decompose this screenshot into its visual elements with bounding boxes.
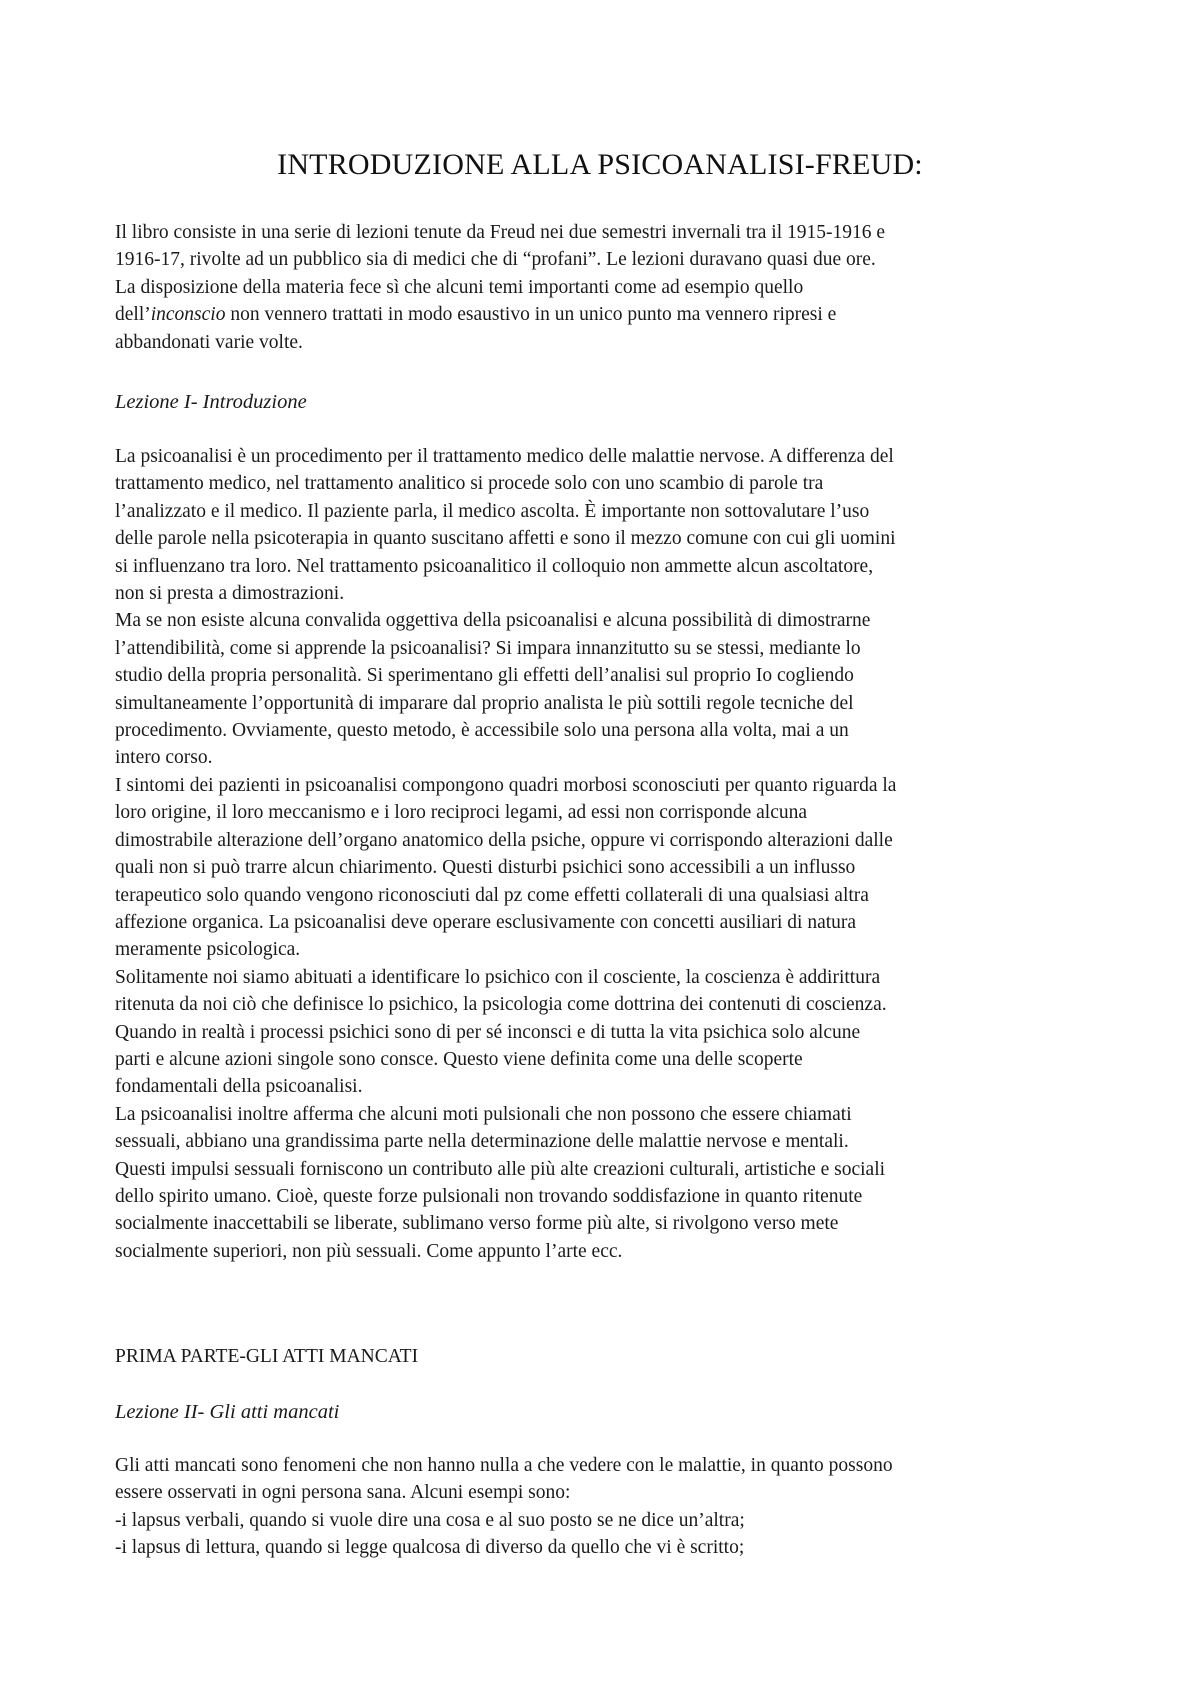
text-line: procedimento. Ovviamente, questo metodo, è accessibile solo una persona alla volta, mai a un [115,720,849,742]
text-fragment: dell’ [115,304,151,326]
text-line: I sintomi dei pazienti in psicoanalisi compongono quadri morbosi sconosciuti per quanto riguarda la [115,774,897,796]
lesson-2-body [115,1452,1095,1562]
text-line: essere osservati in ogni persona sana. Alcuni esempi sono: [115,1482,571,1504]
text-line: socialmente superiori, non più sessuali. Come appunto l’arte ecc. [115,1240,623,1262]
lesson-2-heading: Lezione II- Gli atti mancati [115,1401,340,1423]
text-line: non si presta a dimostrazioni. [115,583,345,605]
text-line: simultaneamente l’opportunità di imparare dal proprio analista le più sottili regole tecniche del [115,692,854,714]
text-line: loro origine, il loro meccanismo e i loro reciproci legami, ad essi non corrisponde alcuna [115,802,808,824]
text-line: Ma se non esiste alcuna convalida oggettiva della psicoanalisi e alcuna possibilità di dimostrarne [115,610,871,632]
text-line: -i lapsus verbali, quando si vuole dire una cosa e al suo posto se ne dice un’altra; [115,1509,745,1531]
text-line: 1916-17, rivolte ad un pubblico sia di medici che di “profani”. Le lezioni duravano quasi due ore. [115,249,876,271]
text-line: delle parole nella psicoterapia in quanto suscitano affetti e sono il mezzo comune con cui gli uomini [115,528,896,550]
text-line: l’analizzato e il medico. Il paziente parla, il medico ascolta. È importante non sottovalutare l’uso [115,500,870,522]
text-line: socialmente inaccettabili se liberate, sublimano verso forme più alte, si rivolgono verso mete [115,1213,839,1235]
text-line: l’attendibilità, come si apprende la psicoanalisi? Si impara innanzitutto su se stessi, mediante lo [115,637,861,659]
text-line: parti e alcune azioni singole sono consce. Questo viene definita come una delle scoperte [115,1048,803,1070]
text-line: La disposizione della materia fece sì che alcuni temi importanti come ad esempio quello [115,276,804,298]
intro-paragraph [115,219,1095,356]
text-line: intero corso. [115,747,213,769]
text-line: si influenzano tra loro. Nel trattamento psicoanalitico il colloquio non ammette alcun ascoltatore, [115,555,874,577]
text-line: dello spirito umano. Cioè, queste forze pulsionali non trovando soddisfazione in quanto ritenute [115,1185,863,1207]
text-fragment: non vennero trattati in modo esaustivo in un unico punto ma vennero ripresi e [225,304,837,326]
text-line: sessuali, abbiano una grandissima parte nella determinazione delle malattie nervose e mentali. [115,1131,849,1153]
text-line: La psicoanalisi inoltre afferma che alcuni moti pulsionali che non possono che essere chiamati [115,1103,852,1125]
text-line: Solitamente noi siamo abituati a identificare lo psichico con il cosciente, la coscienza è addirittura [115,966,881,988]
text-line: fondamentali della psicoanalisi. [115,1076,363,1098]
text-line: -i lapsus di lettura, quando si legge qualcosa di diverso da quello che vi è scritto; [115,1537,745,1559]
text-line: Questi impulsi sessuali forniscono un contributo alle più alte creazioni culturali, artistiche e sociali [115,1158,886,1180]
text-line: La psicoanalisi è un procedimento per il trattamento medico delle malattie nervose. A differenza del [115,446,894,467]
lesson-1-heading: Lezione I- Introduzione [115,391,307,413]
document-title: INTRODUZIONE ALLA PSICOANALISI-FREUD: [277,148,923,181]
text-line: meramente psicologica. [115,939,301,961]
text-line: Gli atti mancati sono fenomeni che non hanno nulla a che vedere con le malattie, in quanto possono [115,1455,893,1476]
text-line: quali non si può trarre alcun chiarimento. Questi disturbi psichici sono accessibili a un influsso [115,857,856,879]
text-line: Il libro consiste in una serie di lezioni tenute da Freud nei due semestri invernali tra il 1915-1916 e [115,222,886,243]
text-line: studio della propria personalità. Si sperimentano gli effetti dell’analisi sul proprio Io cogliendo [115,665,854,687]
text-line: trattamento medico, nel trattamento analitico si procede solo con uno scambio di parole tra [115,473,824,495]
part-1-heading: PRIMA PARTE-GLI ATTI MANCATI [115,1346,419,1367]
text-line: abbandonati varie volte. [115,331,303,353]
text-line: Quando in realtà i processi psichici sono di per sé inconsci e di tutta la vita psichica solo alcune [115,1021,861,1043]
text-line: ritenuta da noi ciò che definisce lo psichico, la psicologia come dottrina dei contenuti di coscienza. [115,994,887,1016]
text-line: terapeutico solo quando vengono riconosciuti dal pz come effetti collaterali di una qualsiasi altra [115,884,869,906]
italic-term: inconscio [150,304,226,326]
text-line: affezione organica. La psicoanalisi deve operare esclusivamente con concetti ausiliari di natura [115,911,857,933]
text-line: dimostrabile alterazione dell’organo anatomico della psiche, oppure vi corrispondo alterazioni dalle [115,829,893,851]
lesson-1-body [115,443,1095,1265]
text-line [115,301,1095,328]
